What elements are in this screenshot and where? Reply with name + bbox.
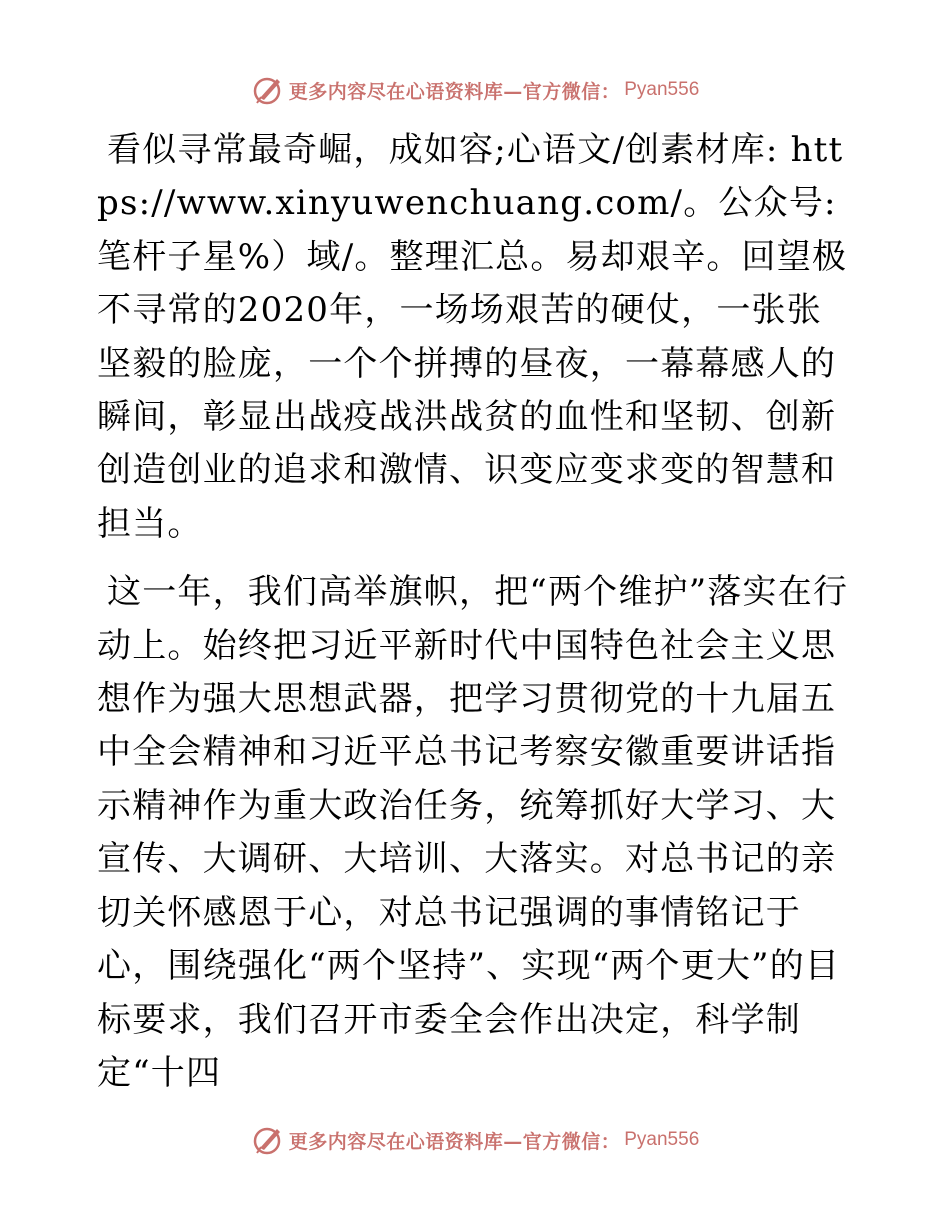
watermark-wechat-id: Pyan556 [624,79,700,100]
document-body [97,124,857,1100]
quill-logo-icon [251,73,285,107]
paragraph-2: 这一年，我们高举旗帜，把“两个维护”落实在行动上。始终把习近平新时代中国特色社会主义思想作为强大思想武器，把学习贯彻党的十九届五中全会精神和习近平总书记考察安徽重要讲话指示精神作为重大政治任务，统筹抓好大学习、大宣传、大调研、大培训、大落实。对总书记的亲切关怀感恩于心，对总书记强调的事情铭记于心，围绕强化“两个坚持”、实现“两个更大”的目标要求，我们召开市委全会作出决定，科学制定“十四 [97,572,849,1093]
watermark-wechat-id: Pyan556 [624,1129,700,1150]
watermark-text: 更多内容尽在心语资料库—官方微信： [288,80,621,103]
footer-watermark [0,1120,950,1160]
header-watermark [0,70,950,110]
paragraph-1: 看似寻常最奇崛，成如容;心语文/创素材库: https://www.xinyuwenchuang.com/。公众号: 笔杆子星%）域/。整理汇总。易却艰辛。回望极不寻常的2020年，一场场艰苦的硬仗，一张张坚毅的脸庞，一个个拼搏的昼夜，一幕幕感人的瞬间，彰显出战疫战洪战贫的血性和坚韧、创新创造创业的追求和激情、识变应变求变的智慧和担当。 [97,130,848,544]
quill-logo-icon [251,1123,285,1157]
watermark-text: 更多内容尽在心语资料库—官方微信： [288,1130,621,1153]
